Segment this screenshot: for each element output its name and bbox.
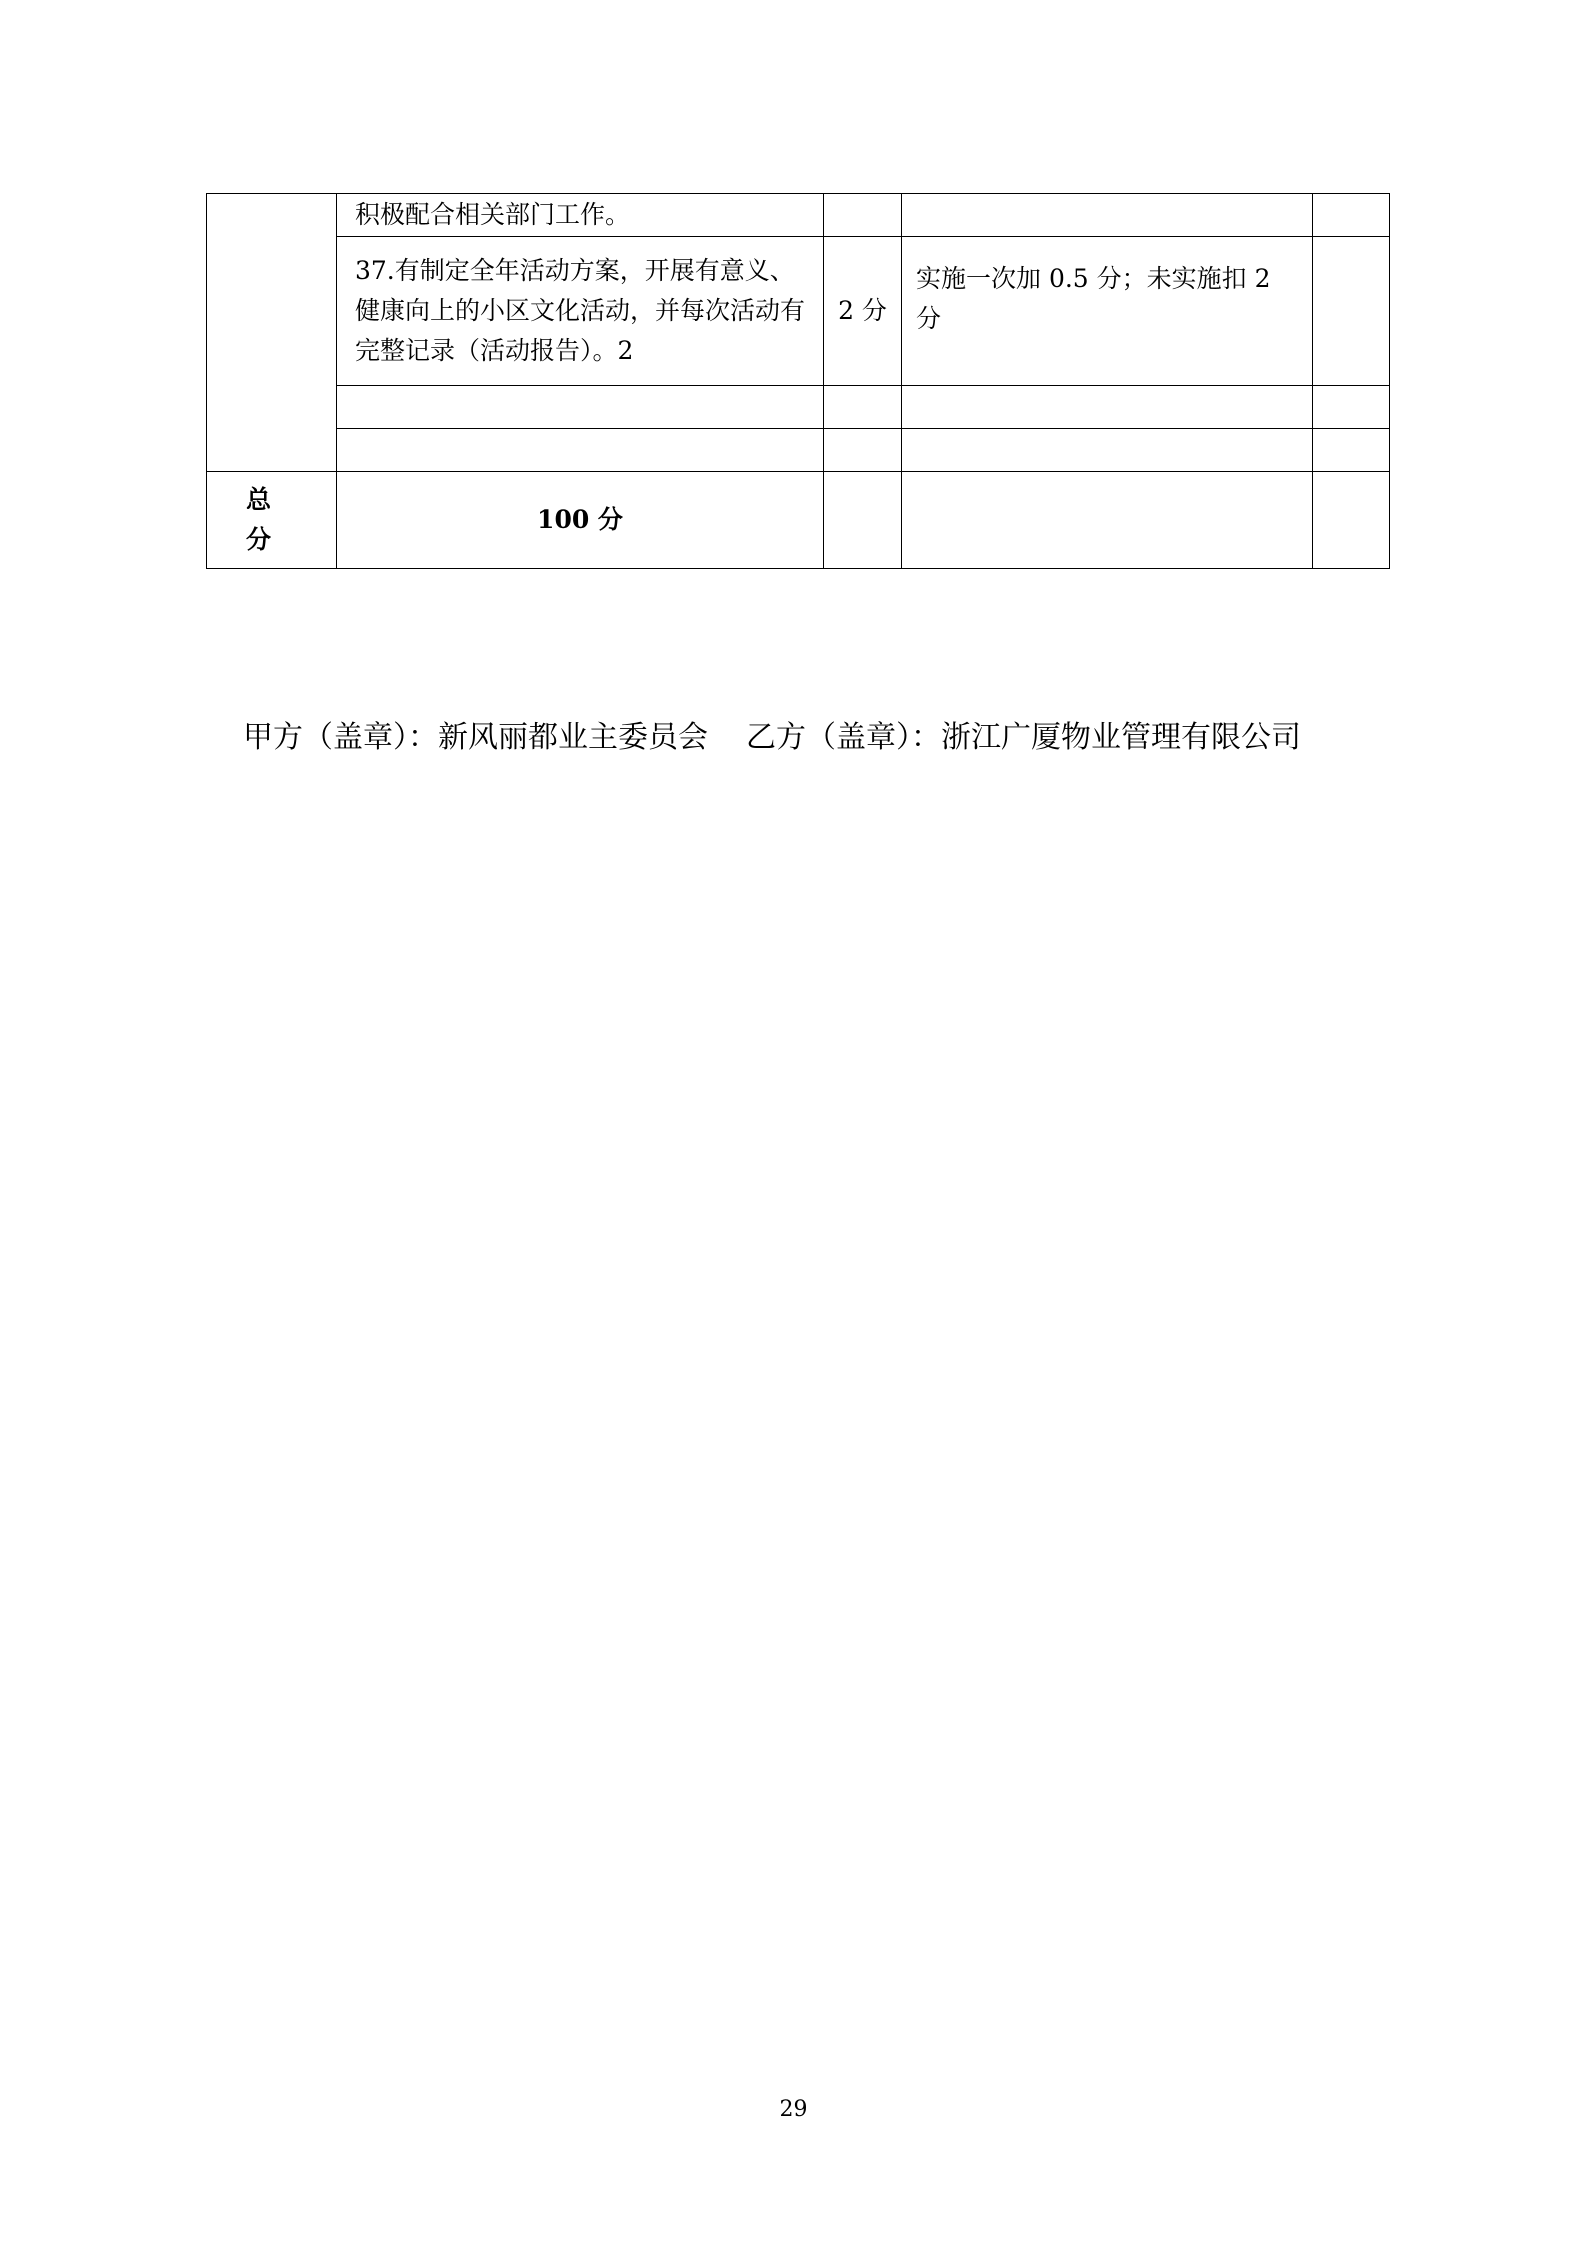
item-cell: 积极配合相关部门工作。 bbox=[337, 194, 824, 237]
actual-score-cell bbox=[1313, 429, 1390, 472]
rule-cell bbox=[902, 386, 1313, 429]
table-row bbox=[207, 237, 1390, 386]
actual-score-cell bbox=[1313, 386, 1390, 429]
assessment-table bbox=[206, 193, 1390, 569]
total-label: 总 分 bbox=[207, 472, 337, 569]
party-b-signature: 乙方（盖章）：浙江广厦物业管理有限公司 bbox=[746, 720, 1301, 755]
total-value: 100 分 bbox=[337, 472, 824, 569]
item-cell: 37.有制定全年活动方案，开展有意义、健康向上的小区文化活动，并每次活动有完整记录（活动报告）。2 bbox=[337, 237, 824, 386]
table-row bbox=[207, 194, 1390, 237]
total-row bbox=[207, 472, 1390, 569]
rule-cell bbox=[902, 194, 1313, 237]
rule-cell: 实施一次加 0.5 分；未实施扣 2 分 bbox=[902, 237, 1313, 386]
points-cell: 2 分 bbox=[824, 237, 902, 386]
category-cell bbox=[207, 194, 337, 472]
points-cell bbox=[824, 194, 902, 237]
actual-score-cell bbox=[1313, 472, 1390, 569]
party-a-signature: 甲方（盖章）：新风丽都业主委员会 bbox=[243, 720, 708, 755]
item-cell bbox=[337, 429, 824, 472]
actual-score-cell bbox=[1313, 237, 1390, 386]
table-row bbox=[207, 386, 1390, 429]
page-number: 29 bbox=[779, 2097, 808, 2122]
points-cell bbox=[824, 472, 902, 569]
points-cell bbox=[824, 386, 902, 429]
item-cell bbox=[337, 386, 824, 429]
signature-line bbox=[243, 712, 1403, 756]
points-cell bbox=[824, 429, 902, 472]
rule-cell bbox=[902, 472, 1313, 569]
table-row bbox=[207, 429, 1390, 472]
rule-cell bbox=[902, 429, 1313, 472]
actual-score-cell bbox=[1313, 194, 1390, 237]
